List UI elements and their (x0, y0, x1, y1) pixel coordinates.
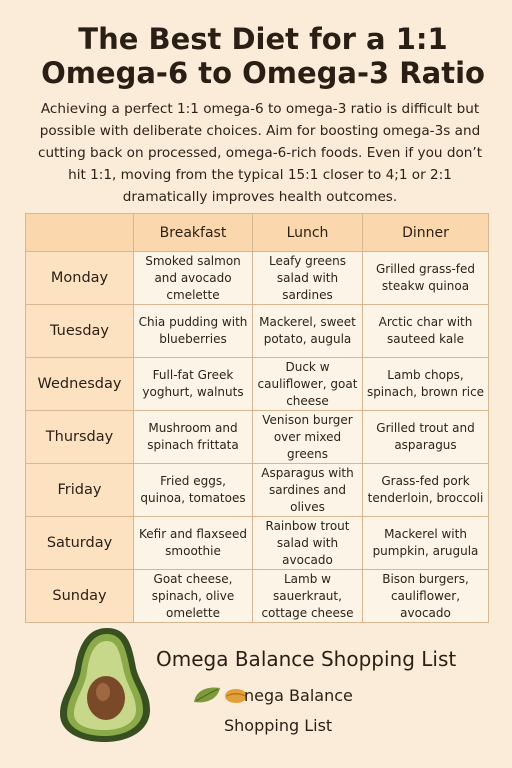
lunch-cell: Lamb w sauerkraut, cottage cheese (253, 570, 363, 623)
avocado-illustration (58, 624, 154, 744)
table-row (26, 411, 489, 464)
day-cell: Friday (26, 464, 134, 517)
breakfast-cell: Smoked salmon and avocado cmelette (134, 252, 253, 305)
header-dinner: Dinner (363, 214, 489, 252)
meal-plan-table (25, 213, 489, 623)
header-corner (26, 214, 134, 252)
header-lunch: Lunch (253, 214, 363, 252)
dinner-cell: Grilled trout and asparagus (363, 411, 489, 464)
header-breakfast: Breakfast (134, 214, 253, 252)
day-cell: Saturday (26, 517, 134, 570)
day-cell: Tuesday (26, 305, 134, 358)
day-cell: Sunday (26, 570, 134, 623)
day-cell: Thursday (26, 411, 134, 464)
lunch-cell: Mackerel, sweet potato, augula (253, 305, 363, 358)
breakfast-cell: Goat cheese, spinach, olive omelette (134, 570, 253, 623)
table-row (26, 358, 489, 411)
table-row (26, 464, 489, 517)
green-leaf-icon (192, 684, 222, 706)
dinner-cell: Mackerel with pumpkin, arugula (363, 517, 489, 570)
breakfast-cell: Kefir and flaxseed smoothie (134, 517, 253, 570)
table-row (26, 252, 489, 305)
table-row (26, 570, 489, 623)
shopping-subtitle-line2: Shopping List (224, 716, 333, 735)
shopping-list-title: Omega Balance Shopping List (156, 647, 457, 671)
table-row (26, 517, 489, 570)
breakfast-cell: Chia pudding with blueberries (134, 305, 253, 358)
breakfast-cell: Full-fat Greek yoghurt, walnuts (134, 358, 253, 411)
shopping-subtitle-line1: nega Balance (244, 686, 353, 705)
lunch-cell: Venison burger over mixed greens (253, 411, 363, 464)
intro-paragraph: Achieving a perfect 1:1 omega-6 to omega-3 ratio is difficult but possible with deliberate choices. Aim for boosting omega-3s and cutting back on processed, omega-6-rich foods. Even if you don’t hit 1:1, moving from the typical 15:1 closer to 4;1 or 2:1 dramatically improves health outcomes. (37, 101, 483, 205)
lunch-cell: Asparagus with sardines and olives (253, 464, 363, 517)
table-row (26, 305, 489, 358)
dinner-cell: Grilled grass-fed steakw quinoa (363, 252, 489, 305)
day-cell: Monday (26, 252, 134, 305)
dinner-cell: Arctic char with sauteed kale (363, 305, 489, 358)
dinner-cell: Lamb chops, spinach, brown rice (363, 358, 489, 411)
breakfast-cell: Fried eggs, quinoa, tomatoes (134, 464, 253, 517)
dinner-cell: Grass-fed pork tenderloin, broccoli (363, 464, 489, 517)
lunch-cell: Rainbow trout salad with avocado (253, 517, 363, 570)
day-cell: Wednesday (26, 358, 134, 411)
table-header-row (26, 214, 489, 252)
lunch-cell: Leafy greens salad with sardines (253, 252, 363, 305)
breakfast-cell: Mushroom and spinach frittata (134, 411, 253, 464)
lunch-cell: Duck w cauliflower, goat cheese (253, 358, 363, 411)
page-title: The Best Diet for a 1:1 Omega-6 to Omega-3 Ratio (41, 22, 485, 90)
dinner-cell: Bison burgers, cauliflower, avocado (363, 570, 489, 623)
